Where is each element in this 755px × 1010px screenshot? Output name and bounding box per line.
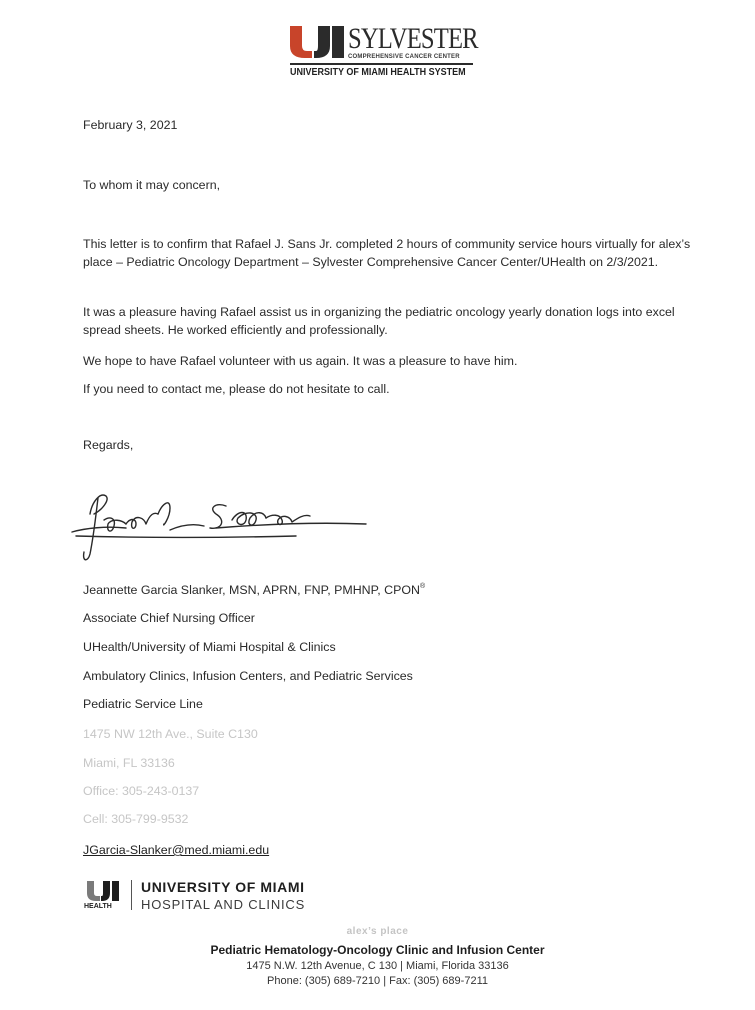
handwritten-signature	[66, 484, 376, 570]
letter-paragraph: This letter is to confirm that Rafael J. Sans Jr. completed 2 hours of community service hours virtually for alex’s place – Pediatric Oncology Department – Sylvester Comprehensive Cancer Center/UHealth on 2/3/2021.	[83, 237, 691, 269]
signer-address: 1475 NW 12th Ave., Suite C130	[83, 727, 258, 741]
signer-email-link[interactable]: JGarcia-Slanker@med.miami.edu	[83, 843, 270, 857]
header-divider	[290, 63, 473, 65]
sylvester-logo	[288, 24, 478, 80]
letter-paragraph: It was a pleasure having Rafael assist us in organizing the pediatric oncology yearly donation logs into excel spread sheets. He worked efficiently and professionally.	[83, 305, 675, 337]
program-name: alex’s place	[346, 926, 409, 937]
footer-logo-divider	[131, 880, 132, 910]
clinic-phone-fax: Phone: (305) 689-7210 | Fax: (305) 689-7211	[267, 975, 488, 987]
clinic-address: 1475 N.W. 12th Avenue, C 130 | Miami, Florida 33136	[246, 960, 509, 972]
letter-greeting: To whom it may concern,	[83, 178, 221, 192]
brand-name: SYLVESTER	[348, 22, 478, 55]
uhealth-label: HEALTH	[84, 903, 112, 910]
brand-subtitle: COMPREHENSIVE CANCER CENTER	[348, 54, 460, 60]
clinic-name: Pediatric Hematology-Oncology Clinic and Infusion Center	[210, 943, 545, 957]
signer-name: Jeannette Garcia Slanker, MSN, APRN, FNP, PMHNP, CPON®	[83, 583, 426, 597]
signer-title: Associate Chief Nursing Officer	[83, 611, 255, 625]
signer-city: Miami, FL 33136	[83, 756, 175, 770]
letter-paragraph: We hope to have Rafael volunteer with us again. It was a pleasure to have him.	[83, 354, 518, 368]
signer-department: Ambulatory Clinics, Infusion Centers, and Pediatric Services	[83, 669, 413, 683]
health-system-name: UNIVERSITY OF MIAMI HEALTH SYSTEM	[290, 67, 466, 78]
letter-closing: Regards,	[83, 438, 134, 452]
signer-organization: UHealth/University of Miami Hospital & Clinics	[83, 640, 336, 654]
university-name: UNIVERSITY OF MIAMI	[141, 879, 305, 895]
signer-office-phone: Office: 305-243-0137	[83, 784, 200, 798]
signer-cell-phone: Cell: 305-799-9532	[83, 812, 189, 826]
hospital-clinics-name: HOSPITAL AND CLINICS	[141, 897, 306, 912]
uhealth-u-icon	[86, 880, 120, 902]
signer-service-line: Pediatric Service Line	[83, 697, 203, 711]
u-logo-icon	[288, 24, 346, 60]
letter-date: February 3, 2021	[83, 118, 178, 132]
letter-paragraph: If you need to contact me, please do not hesitate to call.	[83, 382, 390, 396]
registered-mark: ®	[419, 583, 426, 590]
